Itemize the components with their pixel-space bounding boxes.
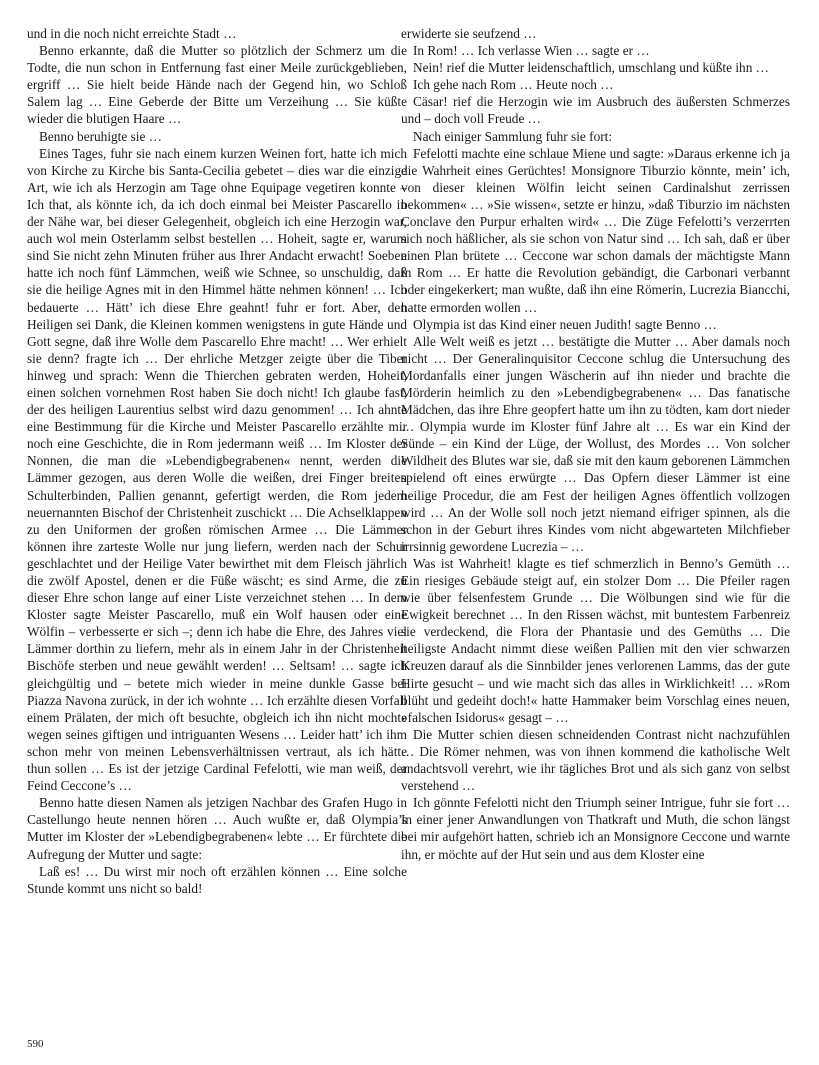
paragraph: Benno beruhigte sie …: [39, 128, 162, 144]
paragraph: Benno erkannte, daß die Mutter so plötzlich der Schmerz um die Todte, die nun schon in Entfernung fast einer Meile zurückgeblieben, ergriff … Sie hielt beide Hände nach der Gegend hin, wo Schloß Salem lag … Eine Geberde der Bitte um Verzeihung … Sie küßte wieder die blutigen Haare …: [27, 43, 407, 127]
right-column: [401, 25, 790, 863]
paragraph: Nach einiger Sammlung fuhr sie fort:: [413, 128, 613, 144]
paragraph: Fefelotti machte eine schlaue Miene und sagte: »Daraus erkenne ich ja die Wahrheit eines Gerüchtes! Monsignore Tiburzio könnte, mein’ ich, von dieser kleinen Wölfin leicht seinen Cardinalshut zerrissen bekommen« … »Sie wissen«, setzte er hinzu, »daß Tiburzio im nächsten Conclave den Purpur erhalten wird« … Die Züge Fefelotti’s verzerrten sich noch häßlicher, als sie schon von Natur sind … Ich sah, daß er über einen Plan brütete … Ceccone war schon damals der mächtigste Mann in Rom … Er hatte die Revolution gebändigt, die Carbonari verbannt oder eingekerkert; man wußte, daß ihn eine Römerin, Lucrezia Biancchi, hatte ermorden wollen …: [401, 145, 790, 315]
left-column: [27, 25, 407, 897]
paragraph: Benno hatte diesen Namen als jetzigen Nachbar des Grafen Hugo in Castellungo heute nennen hören … Auch wußte er, daß Olympia’s Mutter im Kloster der »Lebendigbegrabenen« lebte … Er fürchtete die Aufregung der Mutter und sagte:: [27, 795, 407, 862]
paragraph: Olympia ist das Kind einer neuen Judith! sagte Benno …: [413, 316, 717, 332]
paragraph: erwiderte sie seufzend …: [401, 26, 537, 41]
paragraph: Eines Tages, fuhr sie nach einem kurzen Weinen fort, hatte ich mich von Kirche zu Kirche bis Santa-Cecilia gebetet – dies war die einzige Art, wie ich als Herzogin am Tage ohne Equipage vegetiren konnte – Ich that, als könnte ich, da ich doch einmal bei Meister Pascarello in der Nähe war, bei dieser Gelegenheit, obgleich ich eine Herzogin war, auch wol mein Osterlamm selbst bestellen … Hoheit, sagte er, warum sind Sie nicht zehn Minuten früher aus Ihrer Andacht erwacht! Soeben hatte ich noch fünf Lämmchen, weiß wie Schnee, so unschuldig, daß sie die heilige Agnes mit in den Himmel hätte nehmen können! … Ich bedauerte … Hätt’ ich diese Ehre geahnt! fuhr er fort. Aber, den Heiligen sei Dank, die Kleinen kommen wenigstens in gute Hände und Gott segne, daß ihre Wolle dem Pascarello Ehre macht! … Wer erhielt sie denn? fragte ich … Der ehrliche Metzger zeigte über die Tiber hinweg und sprach: Wenn die Thierchen gebraten werden, Hoheit, einen solchen vornehmen Rost haben Sie doch nicht! Ich glaube fast, der des heiligen Laurentius selbst wird dazu genommen! … Ich ahnte eine Bestimmung für die Kirche und Meister Pascarello erzählte mir noch eine Geschichte, die in Rom jedermann weiß … Im Kloster der Nonnen, die man die »Lebendigbegrabenen« nennt, werden die Lämmer gezogen, aus deren Wolle die weißen, drei Finger breiten Schulterbinden, Pallien genannt, gefertigt werden, die Rom jedem neuernannten Bischof der Christenheit zuschickt … Die Achselklappen zu den Uniformen der großen römischen Armee … Die Lämmer können ihre zarteste Wolle nur jung liefern, werden nach der Schur geschlachtet und der Heilige Vater bewirthet mit dem Fleisch jährlich die zwölf Apostel, denen er die Füße wäscht; es sind Arme, die zu dieser Ehre schon lange auf einer Liste verzeichnet stehen … In dem Kloster sagte Meister Pascarello, muß ein Wolf hausen oder eine Wölfin – verbesserte er sich –; denn ich habe die Ehre, des Jahres viel Lämmer dorthin zu liefern, mehr als in einem Jahr in der Christenheit Bischöfe sterben und neue gewählt werden! … Seltsam! … sagte ich gleichgültig und – betete mich wieder in meine dunkle Gasse bei Piazza Navona zurück, in der ich wohnte … Ich erzählte diesen Vorfall einem Prälaten, der mich oft besuchte, obgleich ich ihn nicht mochte wegen seines giftigen und intriguanten Wesens … Leider hatt’ ich ihm schon mehr von meinen Lebensverhältnissen vertraut, als ich hätte thun sollen … Es ist der jetzige Cardinal Fefelotti, wie man weiß, der Feind Ceccone’s …: [27, 145, 407, 794]
paragraph: Ich gehe nach Rom … Heute noch …: [413, 77, 614, 93]
paragraph: Ich gönnte Fefelotti nicht den Triumph seiner Intrigue, fuhr sie fort … In einer jener Anwandlungen von Thatkraft und Muth, die schon längst bei mir aufgehört hatten, schrieb ich an Monsignore Ceccone und warnte ihn, er möchte auf der Hut sein und aus dem Kloster eine: [401, 795, 790, 862]
paragraph: Alle Welt weiß es jetzt … bestätigte die Mutter … Aber damals noch nicht … Der Generalinquisitor Ceccone schlug die Untersuchung des Mordanfalls einer jungen Wäscherin auf ihn nieder und brachte die Mörderin heimlich zu den »Lebendigbegrabenen« … Das fanatische Mädchen, das ihre Ehre geopfert hatte um ihn zu tödten, kam dort nieder … Olympia wurde im Kloster fünf Jahre alt … Es war ein Kind der Sünde – ein Kind der Lüge, der Wollust, des Mordes … Von solcher Wildheit des Blutes war sie, daß sie mit den kaum geborenen Lämmchen spielend oft eines erwürgte … Das Opfern dieser Lämmer ist eine heilige Procedur, die am Fest der heiligen Agnes öffentlich vollzogen wird … An der Wolle soll noch jetzt niemand eifriger spinnen, als die schon in der Geburt ihres Kindes vom nicht abgewarteten Milchfieber irrsinnig gewordene Lucrezia – …: [401, 333, 790, 554]
paragraph: In Rom! … Ich verlasse Wien … sagte er …: [413, 43, 650, 59]
page-number: 590: [27, 1038, 44, 1050]
paragraph: Was ist Wahrheit! klagte es tief schmerzlich in Benno’s Gemüth … Ein riesiges Gebäude steigt auf, ein stolzer Dom … Die Pfeiler ragen wie über felsenfestem Grunde … Die Wölbungen sind wie für die Ewigkeit berechnet … In den Rissen wächst, mit buntestem Farbenreiz sie verdeckend, die Flora der Phantasie und des Gemüths … Die heiligste Andacht nimmt diese weißen Pallien mit den vier schwarzen Kreuzen darauf als die Sinnbilder jenes verlorenen Lamms, das der gute Hirte gesucht – und wie macht sich das alles in Wirklichkeit! … »Rom blüht und gedeiht doch!« hatte Hammaker beim Vorschlag eines neuen, »falschen Isidorus« gesagt – …: [401, 555, 790, 725]
paragraph: Die Mutter schien diesen schneidenden Contrast nicht nachzufühlen … Die Römer nehmen, was von ihnen kommend die katholische Welt andachtsvoll verehrt, wie ihr tägliches Brot und als sich ganz von selbst verstehend …: [401, 726, 790, 794]
paragraph: Cäsar! rief die Herzogin wie im Ausbruch des äußersten Schmerzes und – doch voll Freude …: [401, 94, 790, 127]
paragraph: Nein! rief die Mutter leidenschaftlich, umschlang und küßte ihn …: [413, 60, 769, 76]
paragraph: Laß es! … Du wirst mir noch oft erzählen können … Eine solche Stunde kommt uns nicht so bald!: [27, 863, 407, 896]
paragraph: und in die noch nicht erreichte Stadt …: [27, 26, 237, 41]
